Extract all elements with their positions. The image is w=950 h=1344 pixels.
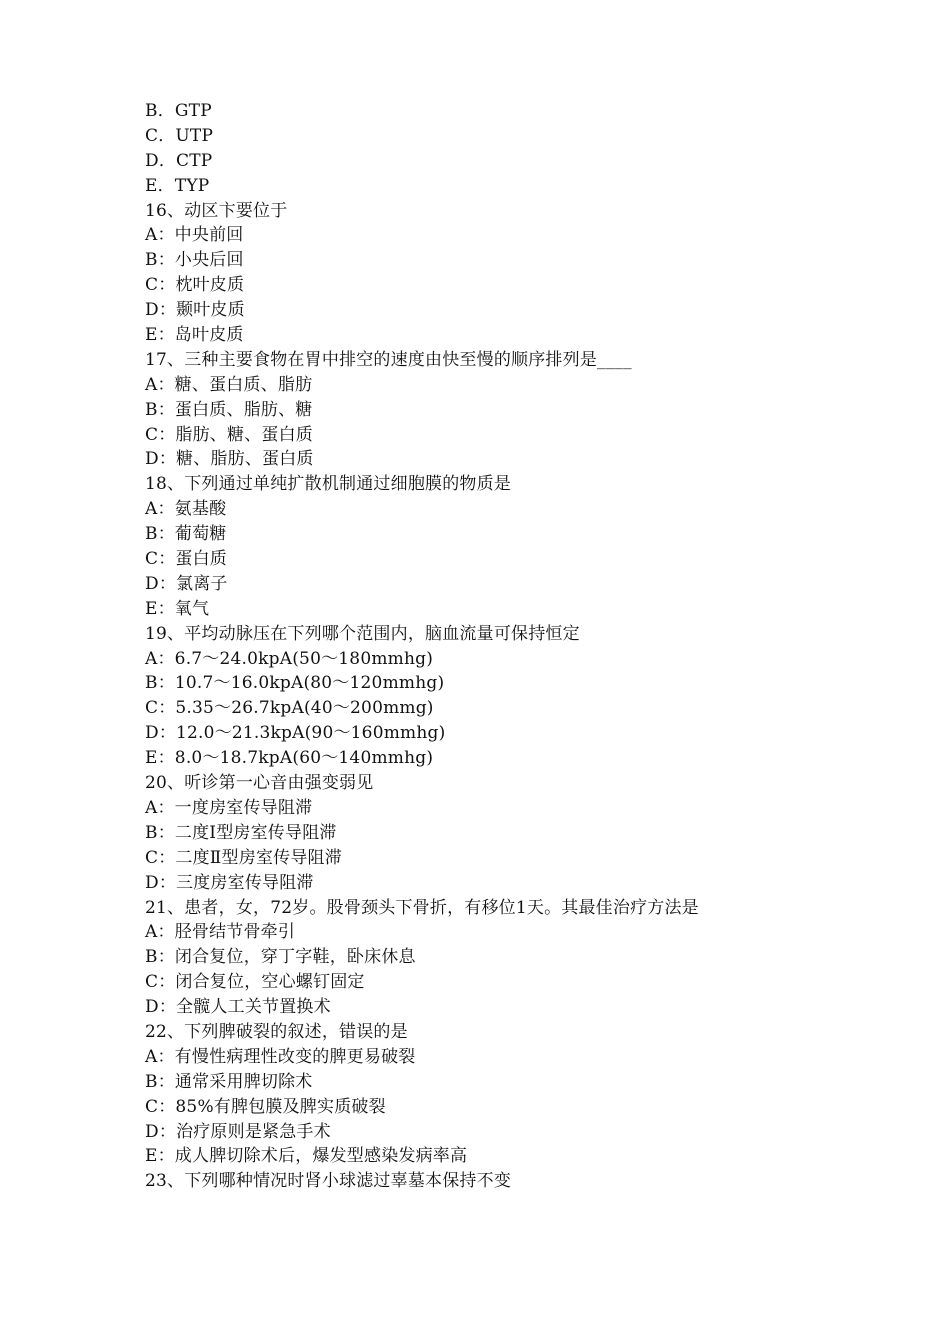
option-line: A：有慢性病理性改变的脾更易破裂 [145, 1046, 416, 1067]
question-22: 22、下列脾破裂的叙述，错误的是 [145, 1021, 408, 1042]
option-line: C：5.35～26.7kpA(40～200mmg) [145, 698, 434, 719]
question-21: 21、患者，女，72岁。股骨颈头下骨折，有移位1天。其最佳治疗方法是 [145, 897, 699, 918]
option-line: A：糖、蛋白质、脂肪 [145, 374, 313, 395]
option-line: B：葡萄糖 [145, 524, 227, 545]
option-line: C：蛋白质 [145, 549, 228, 570]
option-line: A：中央前回 [145, 225, 244, 246]
option-line: C：85%有脾包膜及脾实质破裂 [145, 1096, 386, 1117]
option-line: D：全髋人工关节置换术 [145, 997, 331, 1018]
option-line: E：岛叶皮质 [145, 325, 244, 346]
option-line: B：10.7～16.0kpA(80～120mmhg) [145, 673, 445, 694]
document-page [145, 99, 845, 1194]
option-line: A：胫骨结节骨牵引 [145, 922, 296, 943]
question-19: 19、平均动脉压在下列哪个范围内，脑血流量可保持恒定 [145, 623, 580, 644]
option-line: B：二度Ⅰ型房室传导阻滞 [145, 822, 337, 843]
option-line: B：小央后回 [145, 250, 244, 271]
option-line: D：12.0～21.3kpA(90～160mmhg) [145, 723, 446, 744]
question-23: 23、下列哪种情况时肾小球滤过辜墓本保持不变 [145, 1171, 512, 1192]
option-line: B：闭合复位，穿丁字鞋，卧床休息 [145, 947, 416, 968]
question-17: 17、三种主要食物在胃中排空的速度由快至慢的顺序排列是____ [145, 349, 632, 370]
option-line: E．TYP [145, 175, 210, 196]
option-line: B：蛋白质、脂肪、糖 [145, 399, 313, 420]
option-line: E：8.0～18.7kpA(60～140mmhg) [145, 748, 434, 769]
option-line: D：颞叶皮质 [145, 300, 245, 321]
question-18: 18、下列通过单纯扩散机制通过细胞膜的物质是 [145, 474, 512, 495]
option-line: E：成人脾切除术后，爆发型感染发病率高 [145, 1146, 468, 1167]
option-line: D：三度房室传导阻滞 [145, 872, 314, 893]
option-line: D：糖、脂肪、蛋白质 [145, 449, 314, 470]
option-line: B．GTP [145, 101, 212, 121]
option-line: C：脂肪、糖、蛋白质 [145, 424, 314, 445]
option-line: C：闭合复位，空心螺钉固定 [145, 972, 365, 993]
option-line: E：氧气 [145, 598, 210, 619]
question-16: 16、动区卞要位于 [145, 200, 288, 221]
option-line: D．CTP [145, 150, 213, 171]
option-line: D：治疗原则是紧急手术 [145, 1121, 331, 1142]
option-line: C．UTP [145, 125, 214, 146]
option-line: B：通常采用脾切除术 [145, 1071, 313, 1092]
option-line: A：一度房室传导阻滞 [145, 797, 313, 818]
option-line: A：氨基酸 [145, 499, 227, 520]
option-line: C：枕叶皮质 [145, 275, 245, 296]
option-line: C：二度Ⅱ型房室传导阻滞 [145, 847, 342, 868]
question-20: 20、听诊第一心音由强变弱见 [145, 773, 374, 794]
option-line: A：6.7～24.0kpA(50～180mmhg) [145, 648, 434, 669]
option-line: D：氯离子 [145, 573, 228, 594]
